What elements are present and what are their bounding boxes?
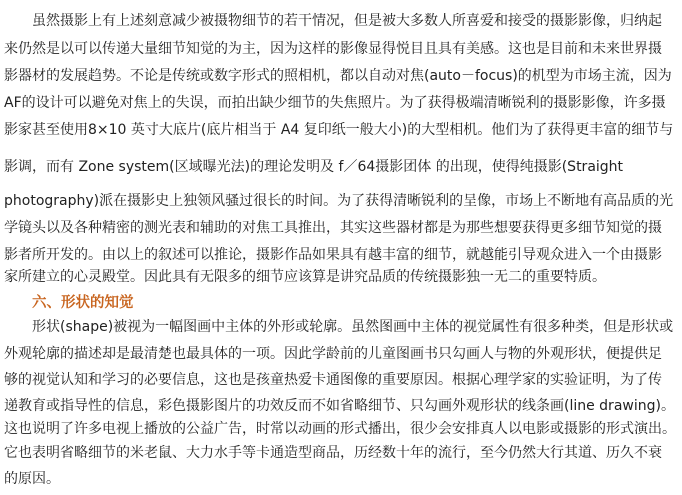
paragraph-1-line-6: 影调，而有 Zone system(区域曝光法)的理论发明及 f／64摄影团体 的出现，使得纯摄影(Straight xyxy=(4,159,624,175)
paragraph-1-line-5: 影家甚至使用8×10 英寸大底片(底片相当于 A4 复印纸一般大小)的大型相机。他们为了获得更丰富的细节与 xyxy=(4,122,674,138)
paragraph-1-line-4: AF的设计可以避免对焦上的失误，而拍出缺少细节的失焦照片。为了获得极端清晰锐利的摄影影像，许多摄 xyxy=(4,95,666,111)
paragraph-2-line-1: 形状(shape)被视为一幅图画中主体的外形或轮廓。虽然图画中主体的视觉属性有很多种类，但是形状或 xyxy=(32,319,674,335)
section-heading: 六、形状的知觉 xyxy=(32,295,134,311)
paragraph-2-line-4: 递教育或指导性的信息，彩色摄影图片的功效反而不如省略细节、只勾画外观形状的线条画(line drawing)。 xyxy=(4,398,675,414)
paragraph-1-line-2: 来仍然是以可以传递大量细节知觉的为主，因为这样的影像显得悦目且具有美感。这也是目前和未来世界摄 xyxy=(4,41,662,57)
paragraph-2-line-2: 外观轮廓的描述却是最清楚也最具体的一项。因此学龄前的儿童图画书只勾画人与物的外观形状，便提供足 xyxy=(4,346,662,362)
paragraph-1-line-3: 影器材的发展趋势。不论是传统或数字形式的照相机，都以自动对焦(auto－focus)的机型为市场主流，因为 xyxy=(4,68,672,84)
paragraph-2-line-3: 够的视觉认知和学习的必要信息，这也是孩童热爱卡通图像的重要原因。根据心理学家的实验证明，为了传 xyxy=(4,372,662,388)
paragraph-1-line-1: 虽然摄影上有上述刻意减少被摄物细节的若干情况，但是被大多数人所喜爱和接受的摄影影像，归纳起 xyxy=(32,13,662,29)
paragraph-1-line-10: 家所建立的心灵殿堂。因此具有无限多的细节应该算是讲究品质的传统摄影独一无二的重要特质。 xyxy=(4,269,606,285)
paragraph-2-line-6: 它也表明省略细节的米老鼠、大力水手等卡通造型商品，历经数十年的流行，至今仍然大行其道、历久不衰 xyxy=(4,445,662,461)
paragraph-2-line-7: 的原因。 xyxy=(4,471,60,487)
paragraph-1-line-7: photography)派在摄影史上独领风骚过很长的时间。为了获得清晰锐利的呈像，市场上不断地有高品质的光 xyxy=(4,193,674,209)
paragraph-1-line-9: 影者所开发的。由以上的叙述可以推论，摄影作品如果具有越丰富的细节，就越能引导观众进入一个由摄影 xyxy=(4,247,662,263)
paragraph-2-line-5: 这也说明了许多电视上播放的公益广告，时常以动画的形式播出，很少会安排真人以电影或摄影的形式演出。 xyxy=(4,421,676,437)
paragraph-1-line-8: 学镜头以及各种精密的测光表和辅助的对焦工具推出，其实这些器材都是为那些想要获得更多细节知觉的摄 xyxy=(4,220,662,236)
